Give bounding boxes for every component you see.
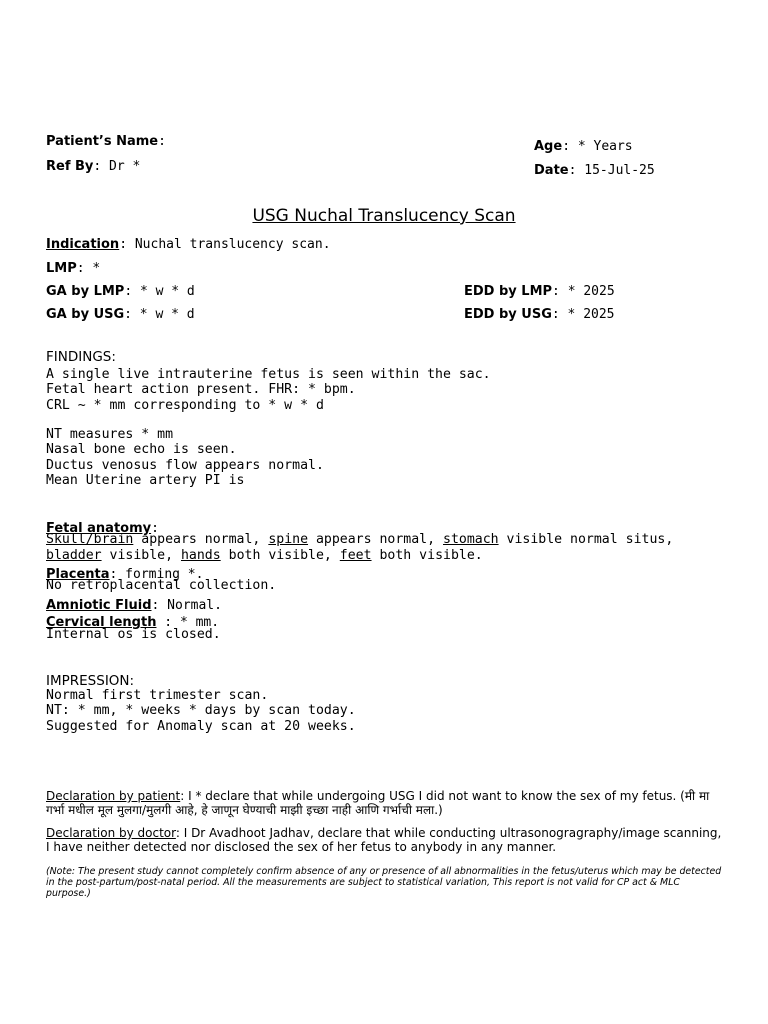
patient-declaration-text: : I * declare that while undergoing USG I did not want to know the sex of my fetus. (मी मा	[180, 789, 710, 803]
date-row	[534, 159, 655, 178]
anatomy-colon: :	[151, 521, 159, 536]
edd-usg-value: : * 2025	[551, 307, 615, 322]
lmp-label: LMP	[46, 261, 77, 276]
ga-usg-label: GA by USG	[46, 307, 125, 322]
patient-name-label: Patient’s Name	[46, 134, 159, 149]
placenta-value: : forming *.	[109, 567, 204, 582]
internal-os-line: Internal os is closed.	[46, 627, 221, 642]
ga-lmp-row	[46, 280, 195, 299]
spine-term: spine	[268, 532, 309, 547]
anatomy-text: visible,	[101, 548, 181, 563]
indication-row	[46, 233, 331, 252]
doctor-declaration-text: : I Dr Avadhoot Jadhav, declare that while conducting ultrasonogragraphy/image scanning, I have neither detected nor disclosed the sex of her fetus to anybody in any manner.	[46, 826, 722, 854]
feet-term: feet	[339, 548, 372, 563]
nt-line: Ductus venosus flow appears normal.	[46, 457, 324, 473]
placenta-label: Placenta	[46, 567, 110, 582]
findings-line: A single live intrauterine fetus is seen within the sac.	[46, 367, 491, 382]
findings-heading: FINDINGS:	[46, 349, 116, 365]
age-label: Age	[534, 139, 563, 154]
findings-line: CRL ~ * mm corresponding to * w * d	[46, 397, 324, 413]
anatomy-heading: Fetal anatomy	[46, 521, 152, 536]
disclaimer-note: (Note: The present study cannot completely confirm absence of any or presence of all abnormalities in the fetus/uterus which may be detected in the post-partum/post-natal period. All the measurements are subject to statistical variation, This report is not valid for CP act & MLC purpose.)	[46, 866, 722, 899]
nt-line: Mean Uterine artery PI is	[46, 473, 245, 489]
impression-line: Normal first trimester scan.	[46, 688, 269, 703]
amniotic-fluid-label: Amniotic Fluid	[46, 598, 152, 613]
edd-usg-row	[464, 303, 615, 322]
edd-lmp-label: EDD by LMP	[464, 284, 553, 299]
ref-by-row	[46, 155, 140, 174]
age-row	[534, 135, 633, 154]
date-label: Date	[534, 163, 569, 178]
findings-line: Fetal heart action present. FHR: * bpm.	[46, 382, 356, 398]
anatomy-line-1	[46, 532, 673, 547]
report-title-wrap	[0, 206, 768, 226]
indication-label: Indication	[46, 237, 120, 252]
findings-block	[46, 367, 491, 413]
nt-line: NT measures * mm	[46, 427, 174, 442]
impression-line: NT: * mm, * weeks * days by scan today.	[46, 703, 356, 719]
impression-block	[46, 688, 356, 734]
patient-declaration	[46, 790, 726, 817]
doctor-declaration	[46, 827, 726, 854]
patient-name-row	[46, 130, 166, 149]
anatomy-text: both visible,	[220, 548, 340, 563]
indication-value: : Nuchal translucency scan.	[119, 237, 331, 252]
ga-usg-value: : * w * d	[124, 307, 195, 322]
stomach-term: stomach	[443, 532, 499, 547]
report-title: USG Nuchal Translucency Scan	[252, 206, 516, 226]
ga-lmp-value: : * w * d	[124, 284, 195, 299]
patient-declaration-label: Declaration by patient	[46, 789, 181, 803]
nt-block	[46, 427, 324, 489]
cervical-length-value: : * mm.	[156, 615, 220, 630]
retroplacental-line: No retroplacental collection.	[46, 578, 277, 593]
impression-line: Suggested for Anomaly scan at 20 weeks.	[46, 718, 356, 734]
anatomy-text: appears normal,	[308, 532, 444, 547]
ref-by-value: : Dr *	[93, 159, 141, 174]
anatomy-text: visible normal situs,	[498, 532, 674, 547]
lmp-row	[46, 257, 100, 276]
anatomy-text: appears normal,	[133, 532, 269, 547]
doctor-declaration-label: Declaration by doctor	[46, 826, 176, 840]
hands-term: hands	[180, 548, 221, 563]
anatomy-line-2	[46, 548, 483, 563]
bladder-term: bladder	[46, 548, 102, 563]
patient-name-colon: :	[158, 134, 166, 149]
ga-usg-row	[46, 303, 195, 322]
age-value: : * Years	[562, 139, 633, 154]
lmp-value: : *	[76, 261, 101, 276]
impression-heading: IMPRESSION:	[46, 673, 135, 689]
edd-lmp-value: : * 2025	[552, 284, 615, 299]
cervical-length-label: Cervical length	[46, 615, 157, 630]
nt-line: Nasal bone echo is seen.	[46, 442, 237, 458]
ref-by-label: Ref By	[46, 159, 94, 174]
ga-lmp-label: GA by LMP	[46, 284, 125, 299]
anatomy-text: both visible.	[371, 548, 483, 563]
skull-brain-term: Skull/brain	[46, 532, 134, 547]
date-value: : 15-Jul-25	[568, 163, 655, 178]
amniotic-fluid-value: : Normal.	[151, 598, 222, 613]
patient-declaration-text-marathi: गर्भा मधील मूल मुलगा/मुलगी आहे, हे जाणून घेण्याची माझी इच्छा नाही आणि गर्भाची मला.)	[46, 802, 443, 817]
edd-lmp-row	[464, 280, 615, 299]
edd-usg-label: EDD by USG	[464, 307, 552, 322]
